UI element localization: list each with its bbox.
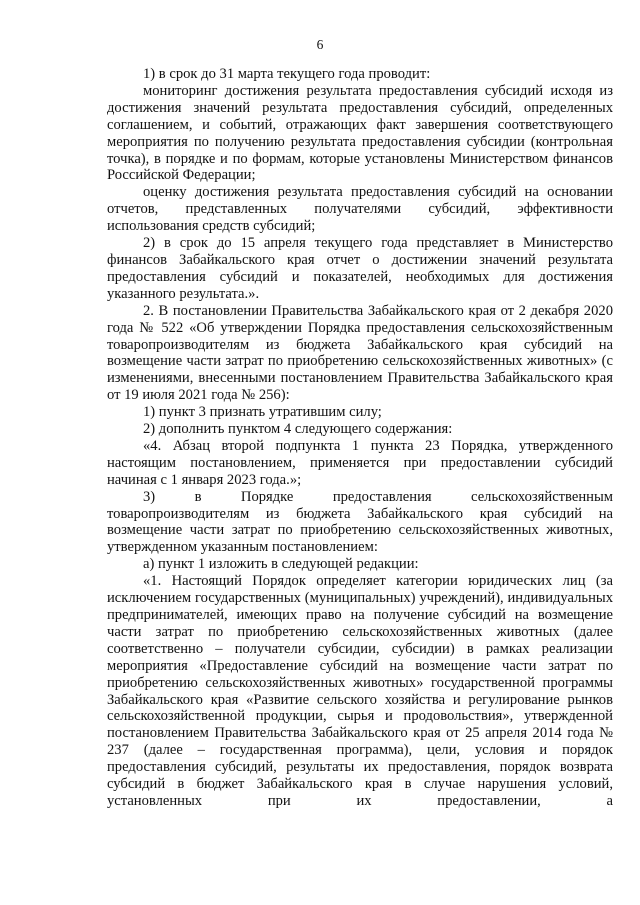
paragraph-item-2: 2) дополнить пунктом 4 следующего содержания: bbox=[143, 421, 453, 438]
paragraph-item-3: 3) в Порядке предоставления сельскохозяйственным товаропроизводителям из бюджета Забайкальского края субсидий на возмещение части затрат по приобретению сельскохозяйственных животных, утвержденном указанным постановлением: bbox=[107, 488, 613, 556]
paragraph-point-1-text: «1. Настоящий Порядок определяет категории юридических лиц (за исключением государственных (муниципальных) учреждений), индивидуальных предпринимателей, имеющих право на получение субсидий на возмещение части затрат по приобретению сельскохозяйственных животных (далее соответственно – получатели субсидии, субсидии) в рамках реализации мероприятия «Предоставление субсидий на возмещение части затрат по приобретению сельскохозяйственных животных» государственной программы Забайкальского края «Развитие сельского хозяйства и регулирование рынков сельскохозяйственной продукции, сырья и продовольствия», утвержденной постановлением Правительства Забайкальского края от 25 апреля 2014 года № 237 (далее – государственная программа), цели, условия и порядок предоставления субсидий, результаты их предоставления, порядок возврата субсидий в бюджет Забайкальского края в случае нарушения условий, установленных при их предоставлении, а bbox=[107, 573, 613, 809]
paragraph-deadline-march: 1) в срок до 31 марта текущего года проводит: bbox=[143, 66, 431, 82]
paragraph-assessment: оценку достижения результата предоставления субсидий на основании отчетов, представленных получателями субсидий, эффективности использования средств субсидий; bbox=[107, 184, 613, 235]
paragraph-item-1: 1) пункт 3 признать утратившим силу; bbox=[143, 404, 382, 421]
paragraph-monitoring: мониторинг достижения результата предоставления субсидий исходя из достижения значений результата предоставления субсидий, определенных соглашением, и событий, отражающих факт завершения соответствующего мероприятия по получению результата предоставления субсидии (контрольная точка), в порядке и по формам, которые установлены Министерством финансов Российской Федерации; bbox=[107, 82, 613, 184]
paragraph-point-4-text: «4. Абзац второй подпункта 1 пункта 23 Порядка, утвержденного настоящим постановлением, применяется при предоставлении субсидий начиная с 1 января 2023 года.»; bbox=[107, 437, 613, 488]
paragraph-resolution-amendment: 2. В постановлении Правительства Забайкальского края от 2 декабря 2020 года № 522 «Об утверждении Порядка предоставления сельскохозяйственным товаропроизводителям из бюджета Забайкальского края субсидий на возмещение части затрат по приобретению сельскохозяйственных животных» (с изменениями, внесенными постановлением Правительства Забайкальского края от 19 июля 2021 года № 256): bbox=[107, 302, 613, 404]
paragraph-subitem-a: а) пункт 1 изложить в следующей редакции: bbox=[143, 556, 419, 573]
page-number: 6 bbox=[316, 37, 324, 52]
paragraph-deadline-april: 2) в срок до 15 апреля текущего года представляет в Министерство финансов Забайкальского края отчет о достижении значений результата предоставления субсидий и показателей, необходимых для достижения указанного результата.». bbox=[107, 235, 613, 302]
document-body bbox=[107, 66, 613, 810]
